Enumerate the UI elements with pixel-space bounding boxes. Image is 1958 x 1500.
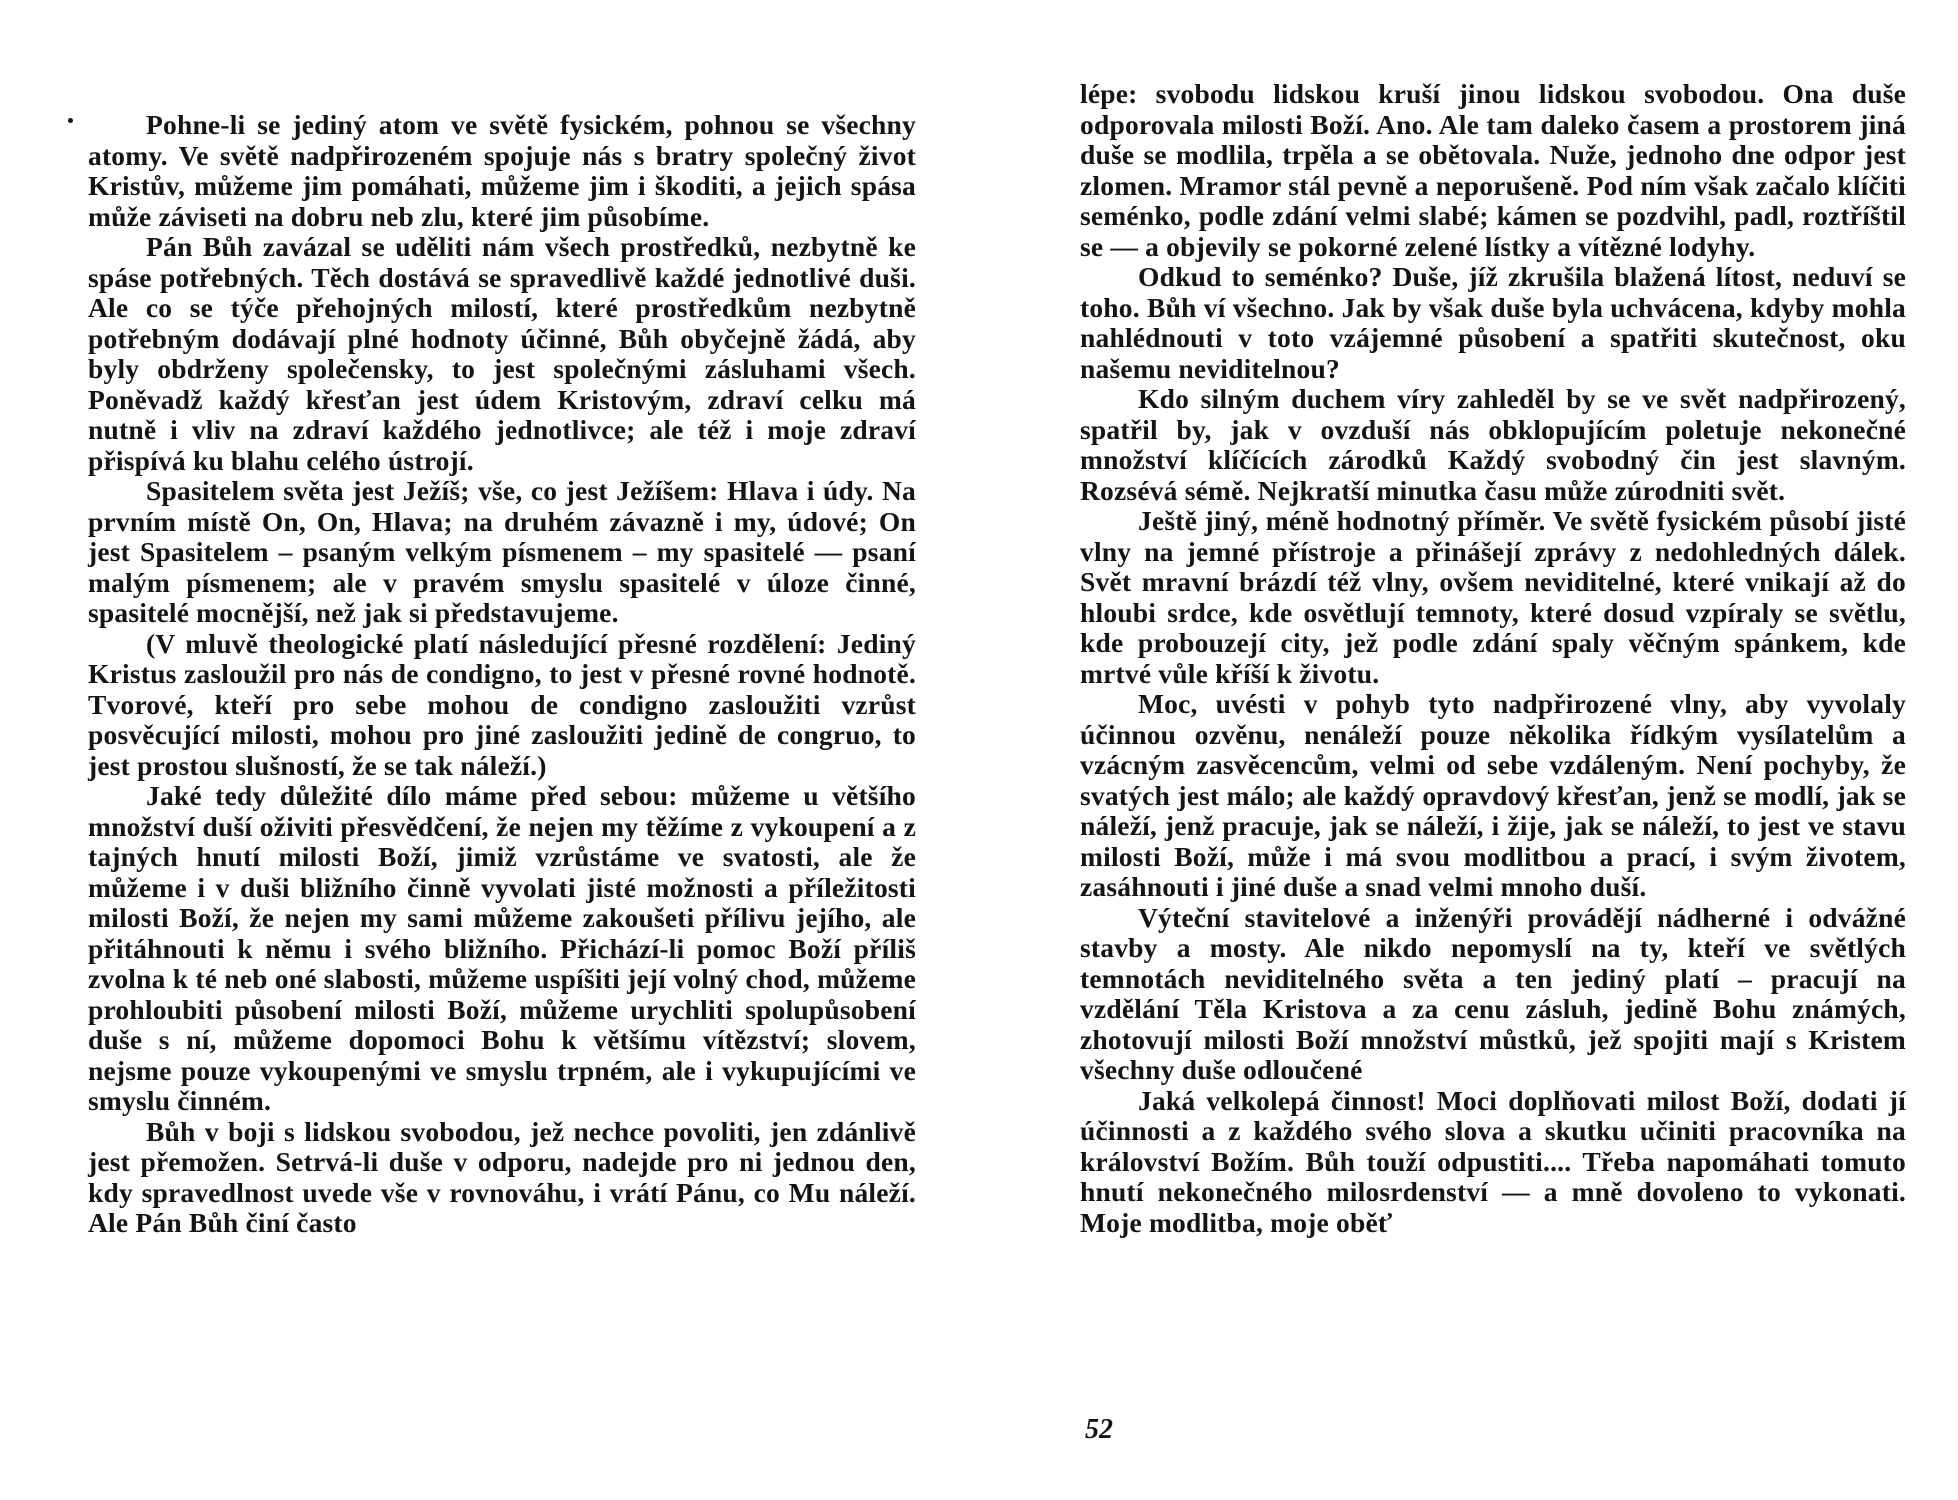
right-page (979, 0, 1958, 1500)
paragraph: Výteční stavitelové a inženýři provádějí nádherné i odvážné stavby a mosty. Ale nikdo nepomyslí na ty, kteří ve světlých temnotách neviditelného světa a ten jediný platí – pracují na vzdělání Těla Kristova a za cenu zásluh, jedině Bohu známých, zhotovují milosti Boží množství můstků, jež spojiti mají s Kristem všechny duše odloučené (1080, 901, 1906, 1085)
continued-paragraph: lépe: svobodu lidskou kruší jinou lidskou svobodou. Ona duše odporovala milosti Boží. Ano. Ale tam daleko časem a prostorem jiná duše se modlila, trpěla a se obětovala. Nuže, jednoho dne odpor jest zlomen. Mramor stál pevně a neporušeně. Pod ním však začalo klíčiti seménko, podle zdání velmi slabé; kámen se pozdvihl, padl, roztříštil se — a objevily se pokorné zelené lístky a vítězné lodyhy. (1080, 78, 1906, 262)
paragraph: Ještě jiný, méně hodnotný příměr. Ve světě fysickém působí jisté vlny na jemné přístroje a přinášejí zprávy z nedohledných dálek. Svět mravní brázdí též vlny, ovšem neviditelné, které vnikají až do hloubi srdce, kde osvětlují temnoty, které dosud vzpíraly se světlu, kde probouzejí city, jež podle zdání spaly věčným spánkem, kde mrtvé vůle kříší k životu. (1080, 505, 1906, 689)
margin-dot (68, 118, 73, 123)
paragraph: Moc, uvésti v pohyb tyto nadpřirozené vlny, aby vyvolaly účinnou ozvěnu, nenáleží pouze několika řídkým vysílatelům a vzácným zasvěcencům, velmi od sebe vzdáleným. Není pochyby, že svatých jest málo; ale každý opravdový křesťan, jenž se modlí, jak se náleží, jenž pracuje, jak se náleží, i žije, jak se náleží, to jest ve stavu milosti Boží, může i má svou modlitbou a prací, i svým životem, zasáhnouti i jiné duše a snad velmi mnoho duší. (1080, 688, 1906, 902)
paragraph: Pán Bůh zavázal se uděliti nám všech prostředků, nezbytně ke spáse potřebných. Těch dostává se spravedlivě každé jednotlivé duši. Ale co se týče přehojných milostí, které prostředkům nezbytně potřebným dodávají plné hodnoty účinné, Bůh obyčejně žádá, aby byly obdrženy společensky, to jest společnými zásluhami všech. Poněvadž každý křesťan jest údem Kristovým, zdraví celku má nutně i vliv na zdraví každého jednotlivce; ale též i moje zdraví přispívá ku blahu celého ústrojí. (88, 231, 916, 476)
paragraph: Jaké tedy důležité dílo máme před sebou: můžeme u většího množství duší oživiti přesvědčení, že nejen my těžíme z vykoupení a z tajných hnutí milosti Boží, jimiž vzrůstáme ve svatosti, ale že můžeme i v duši bližního činně vyvolati jisté možnosti a příležitosti milosti Boží, že nejen my sami můžeme zakoušeti přílivu jejího, ale přitáhnouti k němu i svého bližního. Přichází-li pomoc Boží příliš zvolna k té neb oné slabosti, můžeme uspíšiti její volný chod, můžeme prohloubiti působení milosti Boží, můžeme urychliti spolupůsobení duše s ní, můžeme dopomoci Bohu k většímu vítězství; slovem, nejsme pouze vykoupenými ve smyslu trpném, ale i vykupujícími ve smyslu činném. (88, 780, 916, 1116)
page-number: 52 (1085, 1414, 1113, 1445)
paragraph: Jaká velkolepá činnost! Moci doplňovati milost Boží, dodati jí účinnosti a z každého svého slova a skutku učiniti pracovníka na království Božím. Bůh touží odpustiti.... Třeba napomáhati tomuto hnutí nekonečného milosrdenství — a mně dovoleno to vykonati. Moje modlitba, moje oběť (1080, 1084, 1906, 1238)
paragraph: Pohne-li se jediný atom ve světě fysickém, pohnou se všechny atomy. Ve světě nadpřirozeném spojuje nás s bratry společný život Kristův, můžeme jim pomáhati, můžeme jim i škoditi, a jejich spása může záviseti na dobru neb zlu, které jim působíme. (88, 109, 916, 232)
left-text-column (88, 110, 916, 1239)
paragraph: Kdo silným duchem víry zahleděl by se ve svět nadpřirozený, spatřil by, jak v ovzduší nás obklopujícím poletuje nekonečné množství klíčících zárodků Každý svobodný čin jest slavným. Rozsévá sémě. Nejkratší minutka času může zúrodniti svět. (1080, 383, 1906, 506)
right-text-column (1080, 79, 1906, 1238)
paragraph: (V mluvě theologické platí následující přesné rozdělení: Jediný Kristus zasloužil pro nás de condigno, to jest v přesné rovné hodnotě. Tvorové, kteří pro sebe mohou de condigno zasloužiti vzrůst posvěcující milosti, mohou pro jiné zasloužiti jedině de congruo, to jest prostou slušností, že se tak náleží.) (88, 627, 916, 781)
paragraph: Odkud to seménko? Duše, jíž zkrušila blažená lítost, neduví se toho. Bůh ví všechno. Jak by však duše byla uchvácena, kdyby mohla nahlédnouti v toto vzájemné působení a spatřiti skutečnost, oku našemu neviditelnou? (1080, 261, 1906, 384)
paragraph: Spasitelem světa jest Ježíš; vše, co jest Ježíšem: Hlava i údy. Na prvním místě On, On, Hlava; na druhém závazně i my, údové; On jest Spasitelem – psaným velkým písmenem – my spasitelé — psaní malým písmenem; ale v pravém smyslu spasitelé v úloze činné, spasitelé mocnější, než jak si představujeme. (88, 475, 916, 628)
paragraph: Bůh v boji s lidskou svobodou, jež nechce povoliti, jen zdánlivě jest přemožen. Setrvá-li duše v odporu, nadejde pro ni jednou den, kdy spravedlnost uvede vše v rovnováhu, i vrátí Pánu, co Mu náleží. Ale Pán Bůh činí často (88, 1115, 916, 1238)
